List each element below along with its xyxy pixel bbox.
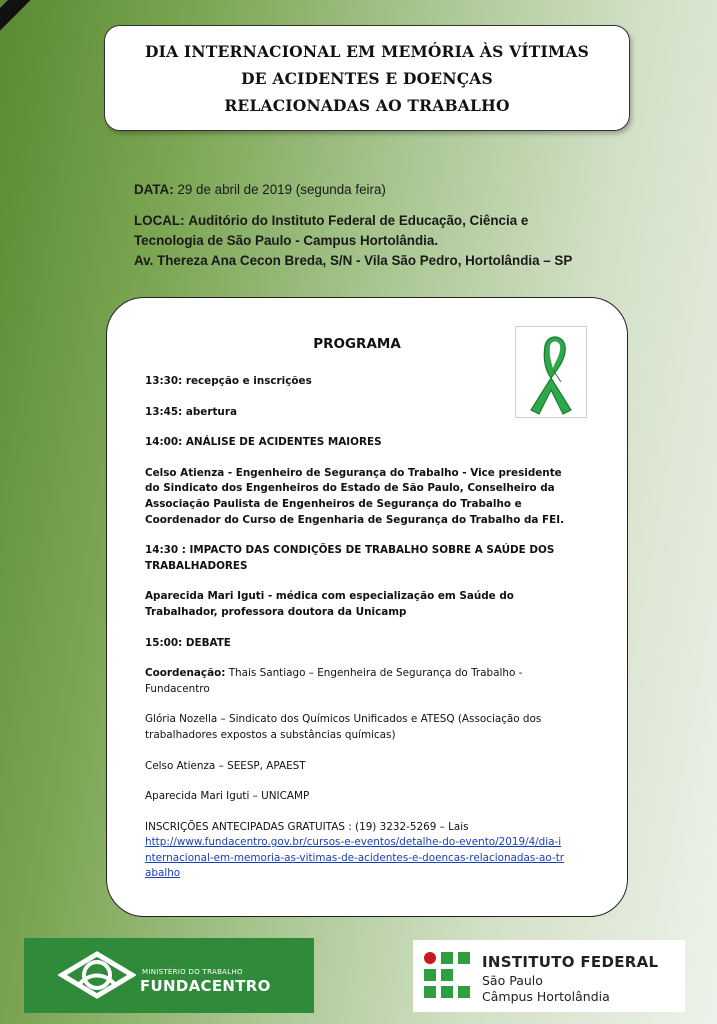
- local-line-3: Av. Thereza Ana Cecon Breda, S/N - Vila São Pedro, Hortolândia – SP: [134, 253, 573, 268]
- program-item-coordenacao: [145, 666, 565, 697]
- local-line-2: Tecnologia de São Paulo - Campus Hortolândia.: [134, 233, 439, 248]
- program-item-celso-seesp: Celso Atienza – SEESP, APAEST: [145, 759, 306, 772]
- local-row-3: [134, 251, 654, 271]
- program-list: [145, 374, 565, 882]
- title-box: [104, 25, 630, 131]
- date-label: DATA:: [134, 182, 174, 197]
- program-item-recepcao: 13:30: recepção e inscrições: [145, 375, 312, 387]
- program-inscricoes: [145, 820, 565, 882]
- title-line-2: DE ACIDENTES E DOENÇAS: [241, 68, 493, 88]
- if-state: São Paulo: [482, 973, 543, 988]
- local-row-2: [134, 231, 654, 251]
- date-row: [134, 180, 654, 200]
- inscricoes-text: INSCRIÇÕES ANTECIPADAS GRATUITAS : (19) 3232-5269 – Lais: [145, 820, 469, 833]
- program-item-aparecida: Aparecida Mari Iguti - médica com especialização em Saúde do Trabalhador, professora doutora da Unicamp: [145, 590, 514, 618]
- program-item-aparecida-unicamp: Aparecida Mari Iguti – UNICAMP: [145, 790, 310, 803]
- local-line-1: Auditório do Instituto Federal de Educação, Ciência e: [188, 213, 529, 228]
- if-name: INSTITUTO FEDERAL: [482, 953, 659, 971]
- program-heading: PROGRAMA: [313, 336, 401, 352]
- fundacentro-ministry: MINISTÉRIO DO TRABALHO: [142, 968, 243, 976]
- local-row: [134, 211, 654, 231]
- fundacentro-logo: [24, 938, 314, 1013]
- mourning-band: [0, 0, 87, 49]
- program-item-debate: 15:00: DEBATE: [145, 636, 231, 649]
- local-label: LOCAL:: [134, 213, 185, 228]
- fundacentro-name: FUNDACENTRO: [140, 977, 271, 995]
- program-box: [106, 297, 628, 917]
- instituto-federal-logo: [413, 940, 685, 1012]
- program-item-analise: 14:00: ANÁLISE DE ACIDENTES MAIORES: [145, 436, 382, 449]
- program-item-celso: Celso Atienza - Engenheiro de Segurança do Trabalho - Vice presidente do Sindicato dos Engenheiros do Estado de São Paulo, Conselheiro da Associação Paulista de Engenheiros de Segurança do Trabalho e Coordenador do Curso de Engenharia de Segurança do Trabalho da FEI.: [145, 466, 565, 526]
- date-value: 29 de abril de 2019 (segunda feira): [177, 182, 386, 197]
- title-line-3: RELACIONADAS AO TRABALHO: [224, 95, 510, 115]
- event-link[interactable]: http://www.fundacentro.gov.br/cursos-e-eventos/detalhe-do-evento/2019/4/dia-internacional-em-memoria-as-vitimas-de-acidentes-e-doencas-relacionadas-ao-trabalho: [145, 836, 565, 880]
- title-line-1: DIA INTERNACIONAL EM MEMÓRIA ÀS VÍTIMAS: [145, 41, 589, 61]
- coordenacao-label: Coordenação:: [145, 667, 226, 680]
- if-campus: Câmpus Hortolândia: [482, 989, 610, 1004]
- instituto-federal-grid-icon: [423, 951, 473, 1001]
- coordenacao-text: Thais Santiago – Engenheira de Segurança do Trabalho - Fundacentro: [145, 667, 523, 695]
- fundacentro-emblem-icon: [58, 950, 136, 1000]
- program-item-impacto: 14:30 : IMPACTO DAS CONDIÇÕES DE TRABALHO SOBRE A SAÚDE DOS TRABALHADORES: [145, 544, 555, 572]
- program-item-abertura: 13:45: abertura: [145, 405, 237, 418]
- event-info: [134, 180, 654, 271]
- program-item-gloria: Glória Nozella – Sindicato dos Químicos Unificados e ATESQ (Associação dos trabalhadores expostos a substâncias químicas): [145, 713, 542, 741]
